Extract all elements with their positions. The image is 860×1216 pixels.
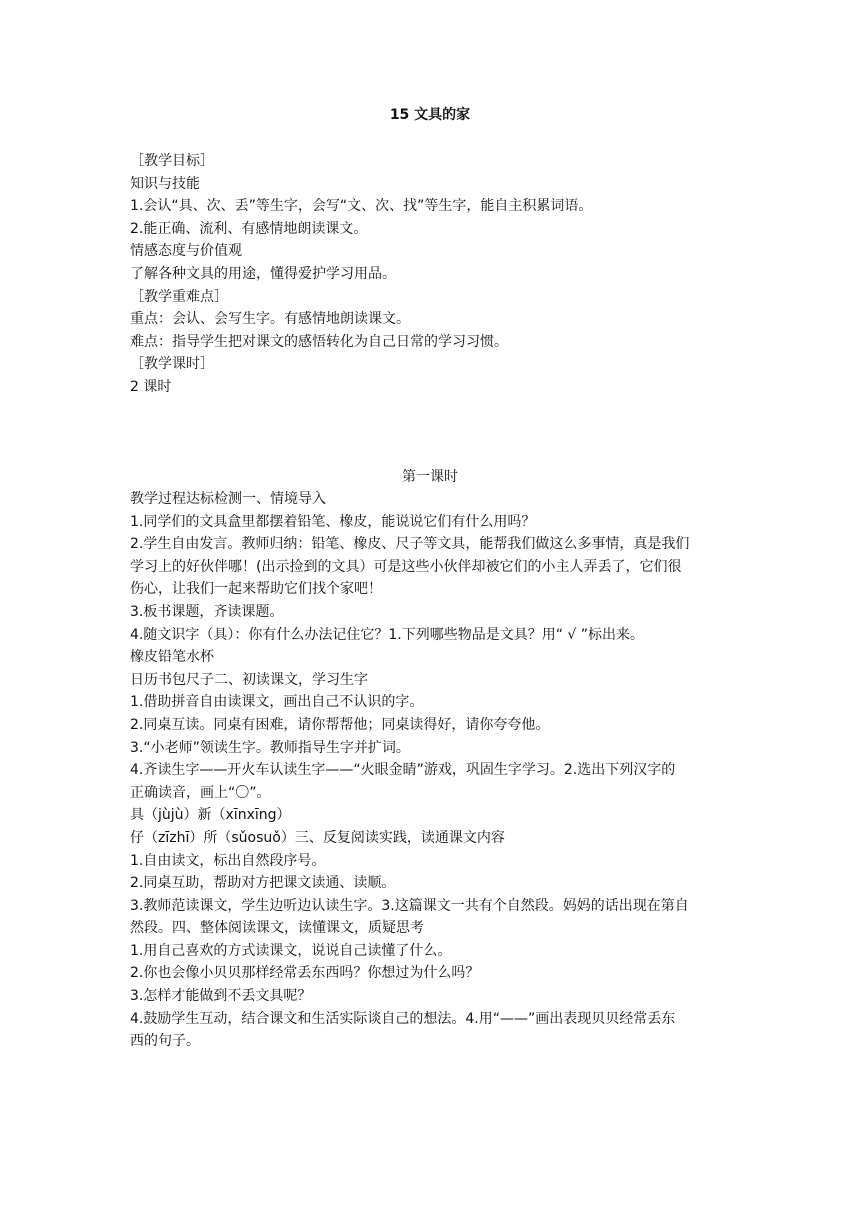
- lesson-procedure: [130, 488, 736, 1053]
- text-line: ［教学课时］: [130, 356, 214, 373]
- text-line: 4.鼓励学生互动，结合课文和生活实际谈自己的想法。4.用“——”画出表现贝贝经常丢东: [130, 1010, 676, 1027]
- text-line: 了解各种文具的用途，懂得爱护学习用品。: [130, 265, 396, 282]
- text-line: 3.板书课题，齐读课题。: [130, 603, 284, 620]
- text-line: 重点：会认、会写生字。有感情地朗读课文。: [130, 311, 410, 328]
- text-line: 2.同桌互读。同桌有困难，请你帮帮他；同桌读得好，请你夸夸他。: [130, 716, 550, 733]
- text-line: 1.会认“具、次、丢”等生字，会写“文、次、找”等生字，能自主积累词语。: [130, 198, 593, 215]
- lesson-heading: 第一课时: [402, 469, 458, 485]
- text-line: 学习上的好伙伴哪！(出示捡到的文具）可是这些小伙伴却被它们的小主人弄丢了，它们很: [130, 558, 682, 575]
- document-title: 15 文具的家: [389, 107, 471, 123]
- text-line: ［教学重难点］: [130, 288, 228, 305]
- text-line: 2 课时: [130, 378, 172, 395]
- text-line: 1.用自己喜欢的方式读课文，说说自己读懂了什么。: [130, 942, 452, 959]
- text-line: 3.“小老师”领读生字。教师指导生字并扩词。: [130, 739, 410, 756]
- text-line: 1.借助拼音自由读课文，画出自己不认识的字。: [130, 694, 424, 711]
- text-line: 情感态度与价值观: [130, 243, 242, 260]
- text-line: 2.同桌互助，帮助对方把课文读通、读顺。: [130, 875, 396, 892]
- text-line: 1.自由读文，标出自然段序号。: [130, 852, 326, 869]
- text-line: 2.你也会像小贝贝那样经常丢东西吗？你想过为什么吗？: [130, 965, 480, 982]
- text-line: 3.教师范读课文，学生边听边认读生字。3.这篇课文一共有个自然段。妈妈的话出现在第自: [130, 897, 689, 914]
- text-line: 4.齐读生字——开火车认读生字——“火眼金睛”游戏，巩固生字学习。2.选出下列汉字的: [130, 762, 676, 779]
- text-line: 正确读音，画上“〇”。: [130, 784, 271, 801]
- text-line: 2.学生自由发言。教师归纳：铅笔、橡皮、尺子等文具，能帮我们做这么多事情，真是我们: [130, 536, 690, 553]
- text-line: 西的句子。: [130, 1033, 200, 1050]
- text-line: 仔（zīzhī）所（sǔosuǒ）三、反复阅读实践，读通课文内容: [130, 829, 505, 846]
- lesson-plan-overview: [130, 150, 736, 399]
- text-line: 1.同学们的文具盒里都摆着铅笔、橡皮，能说说它们有什么用吗？: [130, 513, 536, 530]
- text-line: ［教学目标］: [130, 153, 214, 169]
- text-line: 教学过程达标检测一、情境导入: [130, 491, 326, 507]
- text-line: 日历书包尺子二、初读课文，学习生字: [130, 671, 368, 688]
- text-line: 伤心，让我们一起来帮助它们找个家吧！: [130, 581, 382, 598]
- text-line: 3.怎样才能做到不丢文具呢？: [130, 988, 312, 1005]
- text-line: 难点：指导学生把对课文的感悟转化为自己日常的学习习惯。: [130, 333, 508, 350]
- text-line: 具（jùjù）新（xīnxīng）: [130, 807, 291, 824]
- text-line: 4.随文识字（具）：你有什么办法记住它？1.下列哪些物品是文具？用“ √ ”标出来。: [130, 626, 645, 643]
- text-line: 橡皮铅笔水杯: [130, 649, 214, 666]
- text-line: 知识与技能: [130, 175, 200, 192]
- text-line: 然段。四、整体阅读课文，读懂课文，质疑思考: [130, 920, 424, 937]
- text-line: 2.能正确、流利、有感情地朗读课文。: [130, 220, 368, 237]
